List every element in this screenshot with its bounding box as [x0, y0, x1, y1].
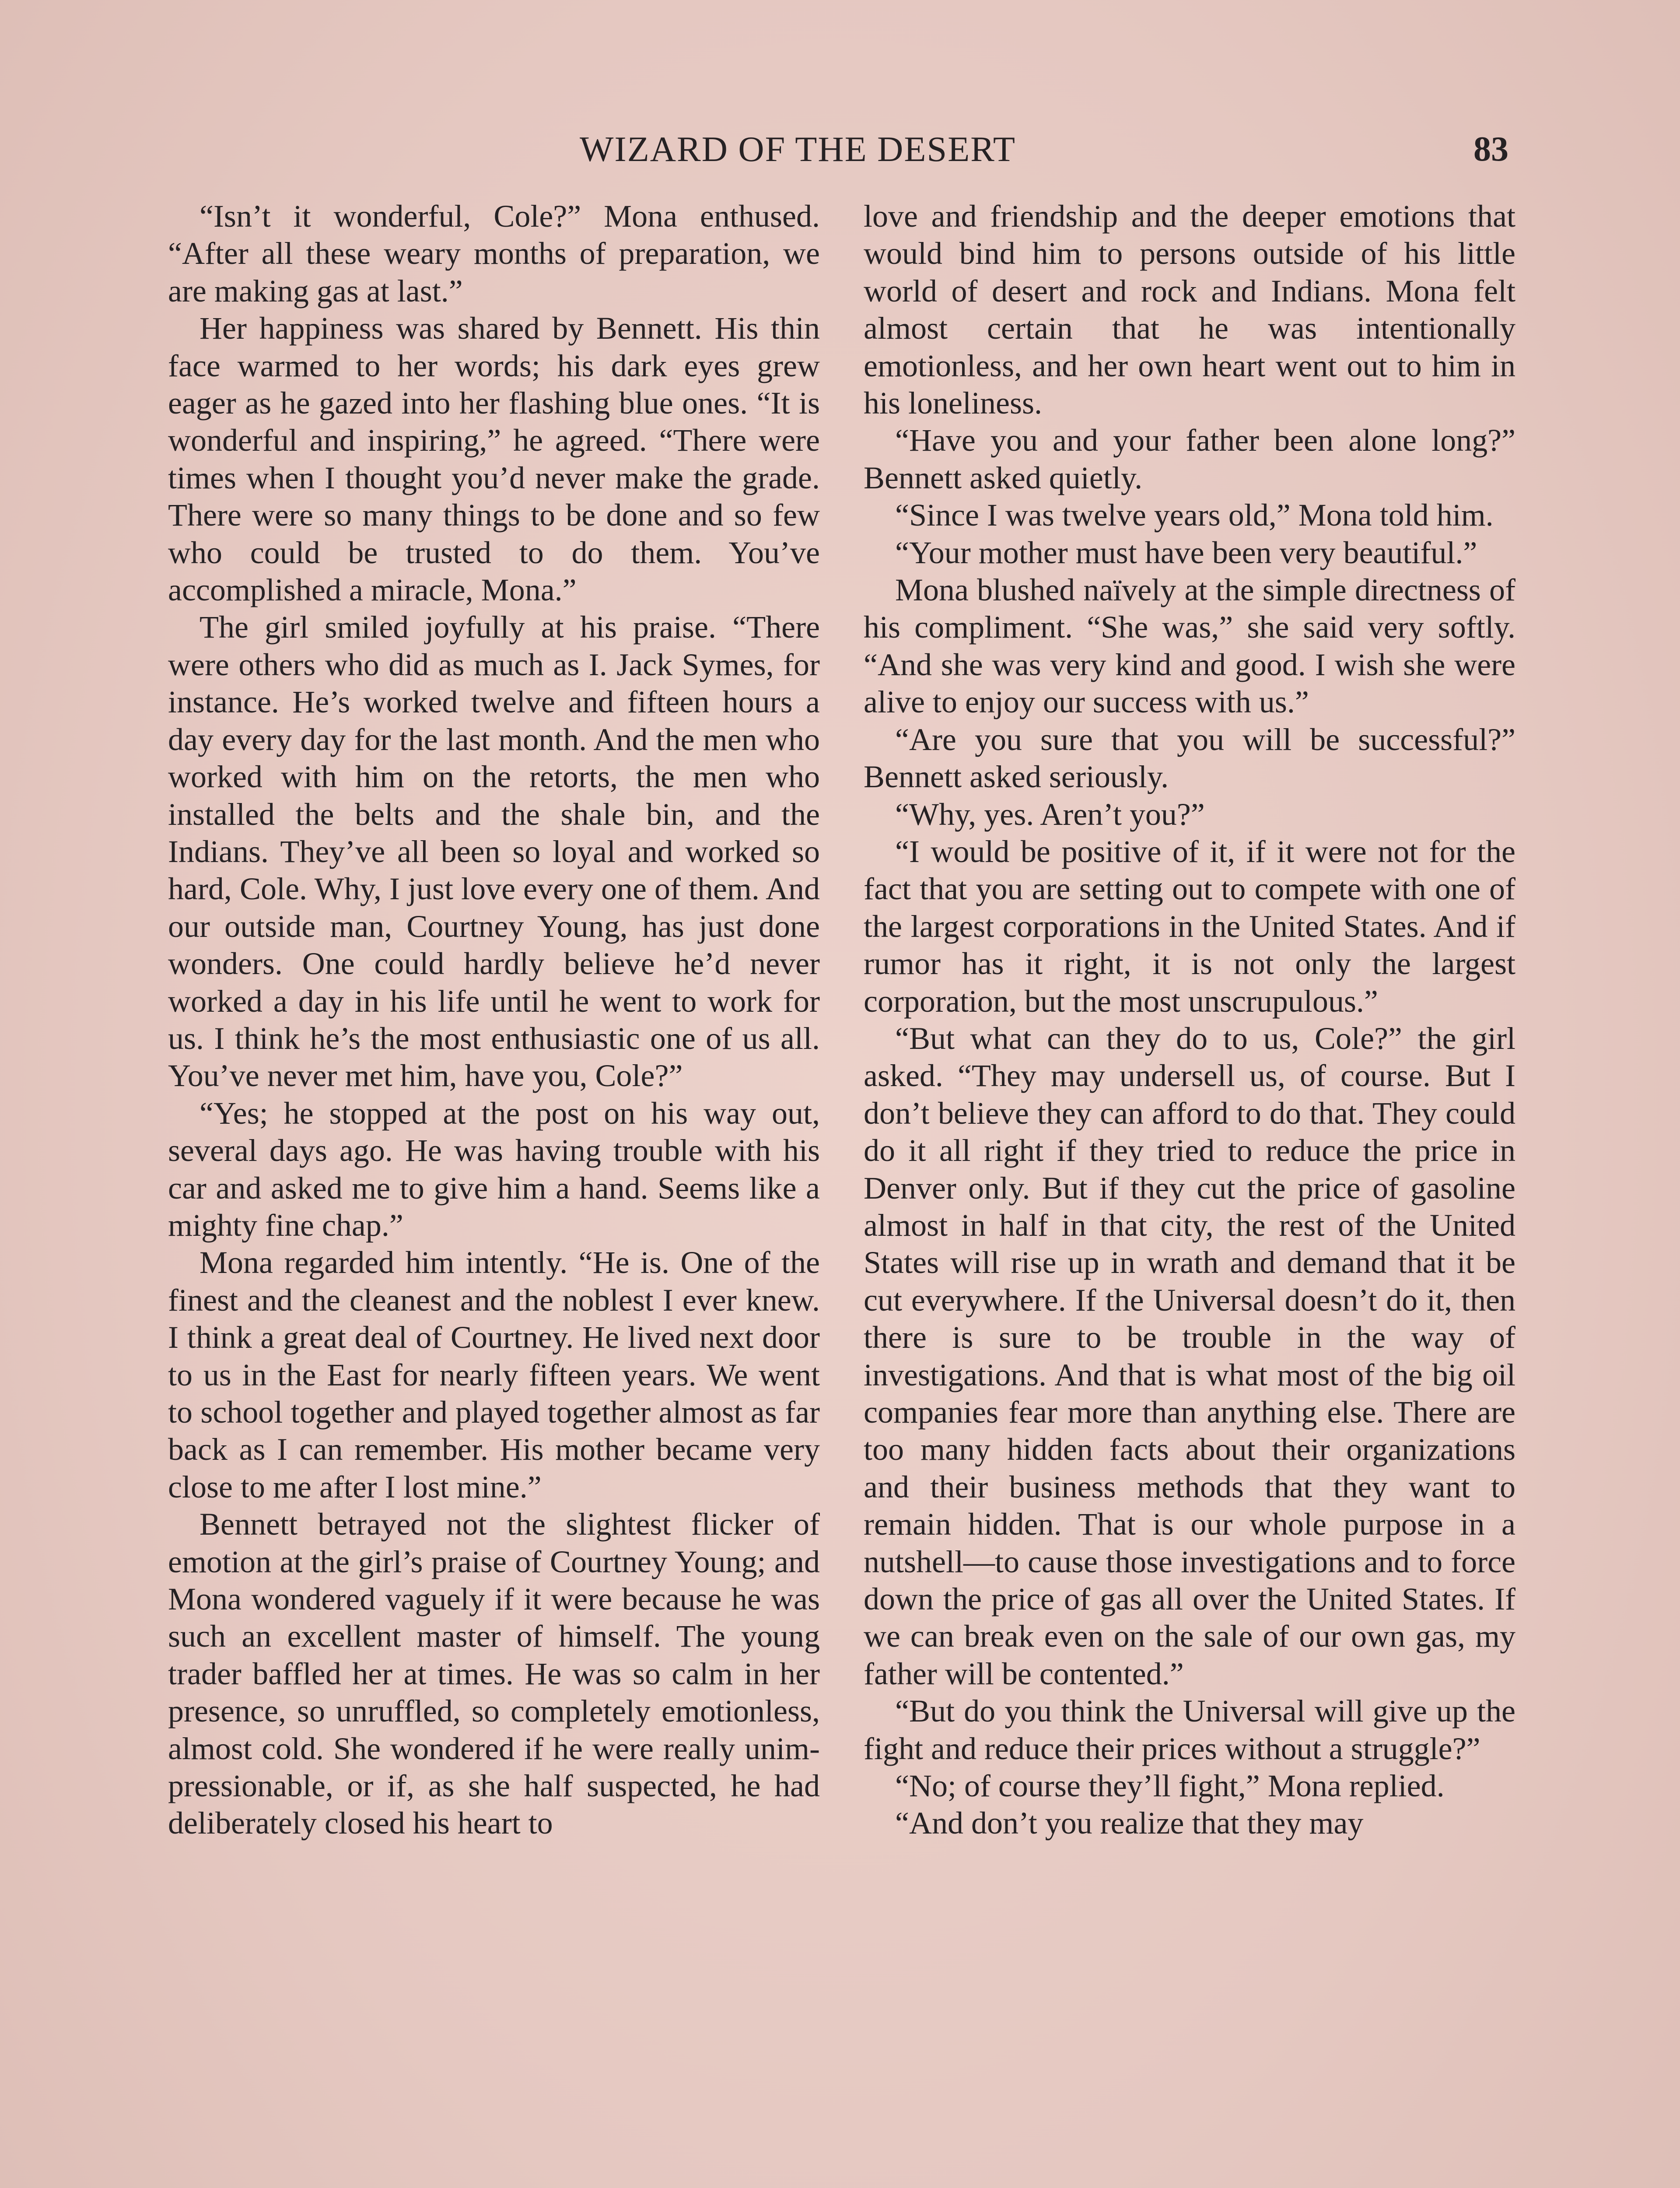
paragraph-continuation: love and friendship and the deeper emotions that would bind him to persons outside of his little world of desert and rock and Indians. Mona felt almost certain that he was intentionally emotionless, and her own heart went out to him in his loneliness.: [864, 199, 1516, 421]
paragraph: “Since I was twelve years old,” Mona told him.: [895, 498, 1494, 533]
paragraph: “And don’t you realize that they may: [895, 1806, 1364, 1841]
paragraph: “Yes; he stopped at the post on his way out, several days ago. He was having trouble with his car and asked me to give him a hand. Seems like a mighty fine chap.”: [168, 1095, 820, 1243]
page-number: 83: [1474, 130, 1508, 168]
paragraph: Mona regarded him intently. “He is. One of the finest and the cleanest and the noblest I ever knew. I think a great deal of Courtney. He lived next door to us in the East for nearly fifteen years. We went to school together and played together almost as far back as I can remember. His mother became very close to me after I lost mine.”: [168, 1245, 820, 1504]
paragraph: “Why, yes. Aren’t you?”: [895, 796, 1205, 832]
paragraph: “But do you think the Universal will give up the fight and reduce their prices without a struggle?”: [864, 1694, 1516, 1766]
paragraph: Her happiness was shared by Bennett. His thin face warmed to her words; his dark eyes grew eager as he gazed into her flashing blue ones. “It is wonderful and inspiring,” he agreed. “There were times when I thought you’d never make the grade. There were so many things to be done and so few who could be trusted to do them. You’ve accomplished a miracle, Mona.”: [168, 311, 820, 608]
paragraph: “Your mother must have been very beautiful.”: [895, 535, 1477, 570]
paragraph: Mona blushed naïvely at the simple directness of his compliment. “She was,” she said very softly. “And she was very kind and good. I wish she were alive to enjoy our success with us.”: [864, 572, 1516, 720]
paragraph: “Isn’t it wonderful, Cole?” Mona enthused. “After all these weary months of preparation, we are making gas at last.”: [168, 199, 820, 309]
paragraph: “I would be positive of it, if it were not for the fact that you are setting out to compete with one of the largest corporations in the United States. And if rumor has it right, it is not only the largest corporation, but the most unscrupulous.”: [864, 834, 1516, 1019]
paragraph: Bennett betrayed not the slightest flicker of emotion at the girl’s praise of Courtney Young; and Mona wondered vaguely if it were because he was such an excellent master of himself. The young trader baffled her at times. He was so calm in her presence, so unruffled, so completely emotionless, almost cold. She wondered if he were really unimpressionable, or if, as she half suspected, he had deliberately closed his heart to: [168, 1507, 820, 1841]
running-title: WIZARD OF THE DESERT: [580, 129, 1016, 169]
left-column: [168, 198, 820, 1842]
page-header: [0, 125, 1680, 178]
paragraph: “Are you sure that you will be successful?” Bennett asked seriously.: [864, 722, 1516, 795]
paragraph: “But what can they do to us, Cole?” the girl asked. “They may undersell us, of course. But I don’t believe they can afford to do that. They could do it all right if they tried to reduce the price in Denver only. But if they cut the price of gasoline almost in half in that city, the rest of the United States will rise up in wrath and demand that it be cut everywhere. If the Universal doesn’t do it, then there is sure to be trouble in the way of investigations. And that is what most of the big oil companies fear more than anything else. There are too many hidden facts about their organizations and their business methods that they want to remain hidden. That is our whole purpose in a nutshell—to cause those investigations and to force down the price of gas all over the United States. If we can break even on the sale of our own gas, my father will be contented.”: [864, 1020, 1516, 1691]
paragraph: “Have you and your father been alone long?” Bennett asked quietly.: [864, 423, 1516, 495]
right-column: [864, 198, 1516, 1842]
paragraph: “No; of course they’ll fight,” Mona replied.: [895, 1768, 1445, 1804]
paragraph: The girl smiled joyfully at his praise. “There were others who did as much as I. Jack Symes, for instance. He’s worked twelve and fifteen hours a day every day for the last month. And the men who worked with him on the retorts, the men who installed the belts and the shale bin, and the Indians. They’ve all been so loyal and worked so hard, Cole. Why, I just love every one of them. And our outside man, Courtney Young, has just done wonders. One could hardly believe he’d never worked a day in his life until he went to work for us. I think he’s the most enthusiastic one of us all. You’ve never met him, have you, Cole?”: [168, 610, 820, 1094]
